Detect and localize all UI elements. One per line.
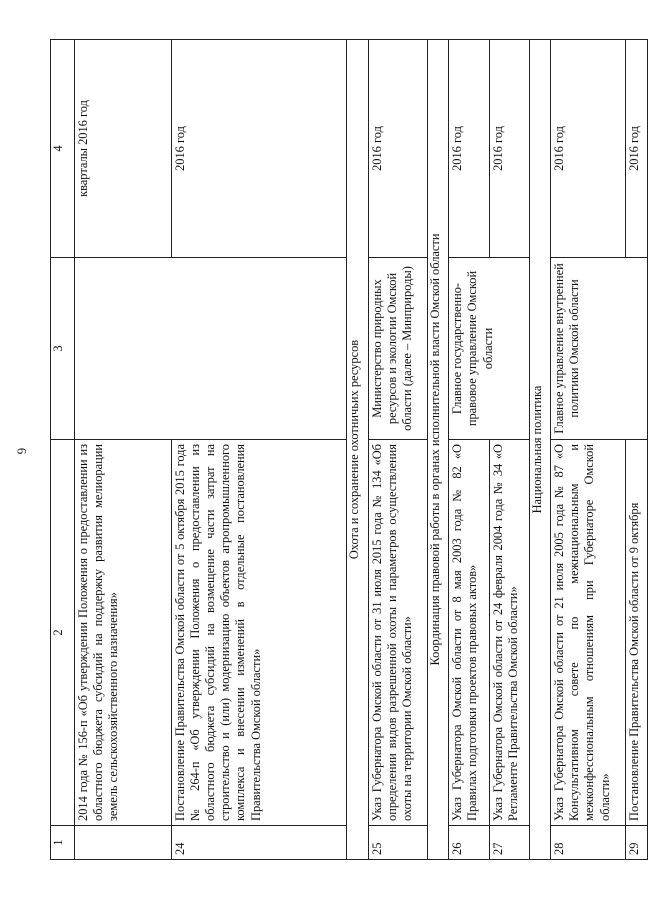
row-number: 26 (449, 826, 489, 860)
rotated-page (50, 40, 648, 860)
section-title: Координация правовой работы в органах исполнительной власти Омской области (427, 40, 448, 860)
executor (74, 258, 347, 440)
document-title: Указ Губернатора Омской области от 8 мая 2003 года № 82 «О Правилах подготовки проектов правовых актов» (449, 440, 489, 826)
executor: Главное государственно-правовое управление Омской области (449, 258, 530, 440)
table-row (489, 40, 529, 860)
row-number (74, 826, 171, 860)
header-row (51, 40, 75, 860)
rotated-page-content (50, 40, 648, 860)
table-row (449, 40, 489, 860)
deadline: 2016 год (626, 40, 648, 258)
column-header-2: 2 (51, 440, 75, 826)
section-row (529, 40, 550, 860)
executor: Министерство природных ресурсов и экологии Омской области (далее – Минприроды) (368, 258, 427, 440)
executor: Главное управление внутренней политики Омской области (551, 258, 648, 440)
document-table (50, 39, 648, 860)
row-number: 24 (171, 826, 346, 860)
row-number: 27 (489, 826, 529, 860)
document-title: Указ Губернатора Омской области от 31 июля 2015 года № 134 «Об определении видов разрешенной охоты и параметров осуществления охоты на территории Омской области» (368, 440, 427, 826)
document-title: Указ Губернатора Омской области от 24 февраля 2004 года № 34 «О Регламенте Правительства Омской области» (489, 440, 529, 826)
table-row (74, 40, 171, 860)
deadline: 2016 год (368, 40, 427, 258)
deadline: 2016 год (171, 40, 346, 258)
document-title: Указ Губернатора Омской области от 21 июля 2005 года № 87 «О Консультативном совете по межнациональным и межконфессиональным отношениям при Губернаторе Омской области» (551, 440, 626, 826)
page-number: 6 (14, 447, 30, 455)
deadline: 2016 год (551, 40, 626, 258)
table-row (551, 40, 626, 860)
document-title: Постановление Правительства Омской области от 9 октября (626, 440, 648, 826)
table-row (626, 40, 648, 860)
section-title: Национальная политика (529, 40, 550, 860)
section-row (347, 40, 368, 860)
row-number: 25 (368, 826, 427, 860)
row-number: 29 (626, 826, 648, 860)
column-header-4: 4 (51, 40, 75, 258)
table-row (171, 40, 346, 860)
deadline: кварталы 2016 год (74, 40, 171, 258)
column-header-1: 1 (51, 826, 75, 860)
column-header-3: 3 (51, 258, 75, 440)
row-number: 28 (551, 826, 626, 860)
section-row (427, 40, 448, 860)
table-row (368, 40, 427, 860)
section-title: Охота и сохранение охотничьих ресурсов (347, 40, 368, 860)
document-title: Постановление Правительства Омской области от 5 октября 2015 года № 264-п «Об утверждении Положения о предоставлении из областного бюджета субсидий на возмещение части затрат на строительство и (или) модернизацию объектов агропромышленного комплекса и внесении изменений в отдельные постановления Правительства Омской области» (171, 440, 346, 826)
deadline: 2016 год (489, 40, 529, 258)
document-title: 2014 года № 156-п «Об утверждении Положения о предоставлении из областного бюджета субсидий на поддержку развития мелиорации земель сельскохозяйственного назначения» (74, 440, 171, 826)
deadline: 2016 год (449, 40, 489, 258)
